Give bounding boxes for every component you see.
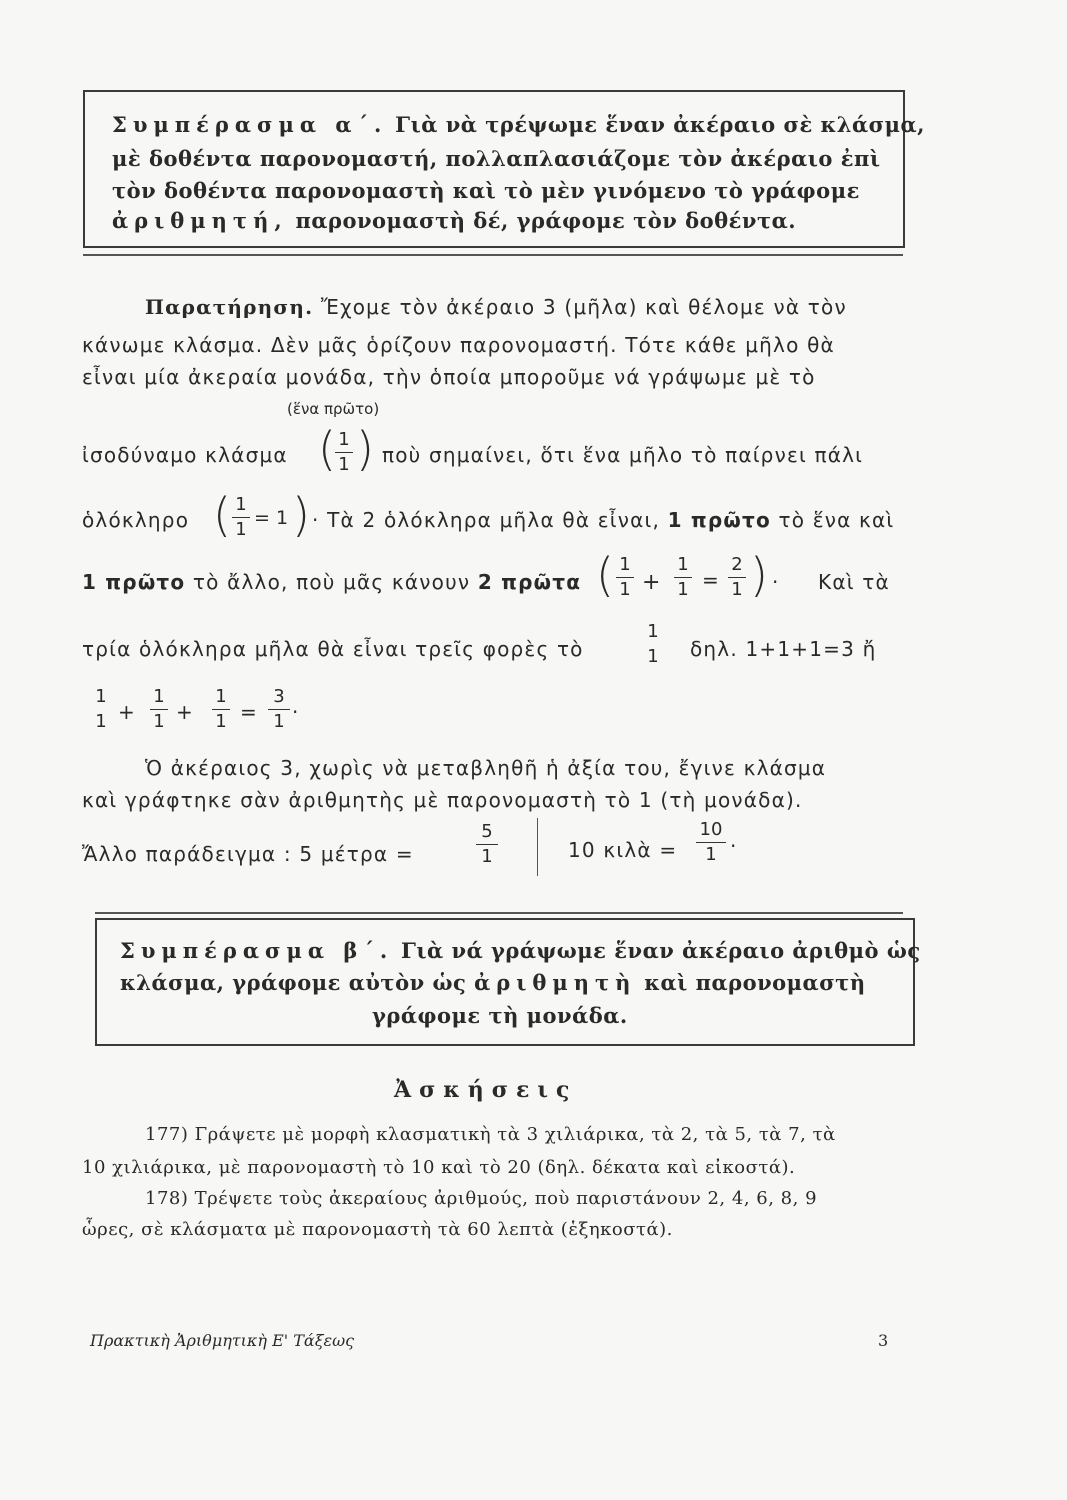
equals-sign: = bbox=[240, 700, 257, 724]
annotation-one-first: (ἕνα πρῶτο) bbox=[287, 400, 380, 418]
remark-line-8: Ὁ ἀκέραιος 3, χωρὶς νὰ μεταβληθῆ ἡ ἀξία του, ἔγινε κλάσμα bbox=[145, 756, 827, 780]
remark-label: Παρατήρηση. bbox=[145, 295, 314, 319]
plus-sign: + bbox=[642, 570, 661, 595]
fraction-1-over-1: 1 1 bbox=[647, 621, 659, 667]
conclusion-a-line-2: μὲ δοθέντα παρονομαστή, πολλαπλασιάζομε τὸν ἀκέραιο ἐπὶ bbox=[112, 146, 881, 171]
fraction-1-over-1: 1 1 bbox=[95, 686, 107, 732]
exercise-178-line-1: 178) Τρέψετε τοὺς ἀκεραίους ἀριθμούς, ποὺ παριστάνουν 2, 4, 6, 8, 9 bbox=[145, 1188, 818, 1209]
remark-line-5-start: ὁλόκληρο bbox=[82, 508, 190, 532]
example-2-label: 10 κιλὰ = bbox=[568, 838, 678, 862]
conclusion-a-line-4: ἀριθμητή, παρονομαστὴ δέ, γράφομε τὸν δοθέντα. bbox=[112, 208, 797, 233]
remark-line-6-end: Καὶ τὰ bbox=[818, 570, 890, 594]
conclusion-b-line-2: κλάσμα, γράφομε αὐτὸν ὡς ἀριθμητὴ καὶ παρονομαστὴ bbox=[120, 970, 866, 995]
fraction-1-over-1: 1 1 bbox=[212, 687, 230, 732]
paren-close: ) bbox=[750, 548, 768, 602]
paren-open: ( bbox=[213, 488, 231, 542]
remark-line-7-start: τρία ὁλόκληρα μῆλα θὰ εἶναι τρεῖς φορὲς τὸ bbox=[82, 637, 584, 661]
remark-line-2: κάνωμε κλάσμα. Δὲν μᾶς ὁρίζουν παρονομαστή. Τότε κάθε μῆλο θὰ bbox=[82, 333, 835, 357]
remark-line-4-start: ἰσοδύναμο κλάσμα bbox=[82, 443, 288, 467]
fraction-1-over-1: 1 1 bbox=[674, 555, 692, 600]
remark-line-6-dot: · bbox=[772, 570, 780, 594]
plus-sign: + bbox=[118, 700, 135, 724]
remark-line-3: εἶναι μία ἀκεραία μονάδα, τὴν ὁποία μποροῦμε νά γράψωμε μὲ τὸ bbox=[82, 365, 816, 389]
exercise-177-line-1: 177) Γράψετε μὲ μορφὴ κλασματικὴ τὰ 3 χιλιάρικα, τὰ 2, τὰ 5, τὰ 7, τὰ bbox=[145, 1124, 836, 1145]
equals-one: = 1 bbox=[254, 507, 289, 529]
fraction-1-over-1: 1 1 bbox=[150, 687, 168, 732]
conclusion-a-line-1: Συμπέρασμα α΄. Γιὰ νὰ τρέψωμε ἕναν ἀκέραιο σὲ κλάσμα, bbox=[112, 112, 925, 137]
remark-line-4-end: ποὺ σημαίνει, ὅτι ἕνα μῆλο τὸ παίρνει πάλι bbox=[382, 443, 864, 467]
fraction-1-over-1: 1 1 bbox=[232, 495, 250, 540]
fraction-1-over-1: 1 1 bbox=[335, 430, 353, 475]
conclusion-a-heading: Συμπέρασμα α΄. bbox=[112, 112, 388, 137]
fraction-2-over-1: 2 1 bbox=[728, 555, 746, 600]
exercise-177-line-2: 10 χιλιάρικα, μὲ παρονομαστὴ τὸ 10 καὶ τὸ 20 (δηλ. δέκατα καὶ εἰκοστά). bbox=[82, 1157, 796, 1178]
plus-sign: + bbox=[176, 700, 193, 724]
fraction-3-over-1: 3 1 bbox=[268, 687, 290, 732]
paren-close: ) bbox=[292, 488, 310, 542]
conclusion-b-line-1: Συμπέρασμα β΄. Γιὰ νά γράψωμε ἕναν ἀκέραιο ἀριθμὸ ὡς bbox=[120, 938, 921, 963]
fraction-10-over-1: 10 1 bbox=[696, 820, 726, 865]
conclusion-a-line-3: τὸν δοθέντα παρονομαστὴ καὶ τὸ μὲν γινόμενο τὸ γράφομε bbox=[112, 178, 860, 203]
term-numerator: ἀριθμητή, bbox=[112, 208, 288, 233]
period: · bbox=[292, 700, 299, 724]
remark-line-9: καὶ γράφτηκε σὰν ἀριθμητὴς μὲ παρονομαστὴ τὸ 1 (τὴ μονάδα). bbox=[82, 788, 803, 812]
fraction-1-over-1: 1 1 bbox=[616, 555, 634, 600]
remark-line-6: 1 πρῶτο τὸ ἄλλο, ποὺ μᾶς κάνουν 2 πρῶτα bbox=[82, 570, 582, 594]
conclusion-a-underline bbox=[83, 254, 903, 256]
paren-open: ( bbox=[318, 422, 336, 476]
exercises-title: Ἀσκήσεις bbox=[394, 1077, 578, 1103]
example-divider bbox=[537, 818, 538, 876]
footer-book-title: Πρακτικὴ Ἀριθμητικὴ Ε' Τάξεως bbox=[90, 1331, 355, 1350]
equals-sign: = bbox=[702, 568, 719, 592]
example-label: Ἄλλο παράδειγμα : 5 μέτρα = bbox=[82, 842, 414, 866]
fraction-5-over-1: 5 1 bbox=[476, 822, 498, 867]
conclusion-b-overline bbox=[95, 912, 903, 914]
conclusion-b-line-3: γράφομε τὴ μονάδα. bbox=[372, 1003, 628, 1028]
remark-line-7-end: δηλ. 1+1+1=3 ἤ bbox=[690, 637, 877, 661]
term-numerator: ἀριθμητὴ bbox=[474, 970, 637, 995]
remark-line-5-rest: · Τὰ 2 ὁλόκληρα μῆλα θὰ εἶναι, 1 πρῶτο τὸ ἕνα καὶ bbox=[312, 508, 895, 532]
conclusion-b-heading: Συμπέρασμα β΄. bbox=[120, 938, 394, 963]
exercise-178-line-2: ὧρες, σὲ κλάσματα μὲ παρονομαστὴ τὰ 60 λεπτὰ (ἑξηκοστά). bbox=[82, 1219, 673, 1240]
remark-line-1: Παρατήρηση. Ἔχομε τὸν ἀκέραιο 3 (μῆλα) καὶ θέλομε νὰ τὸν bbox=[145, 295, 847, 319]
paren-close: ) bbox=[356, 422, 374, 476]
period: · bbox=[730, 834, 737, 858]
paren-open: ( bbox=[596, 548, 614, 602]
page-number: 3 bbox=[878, 1331, 889, 1350]
